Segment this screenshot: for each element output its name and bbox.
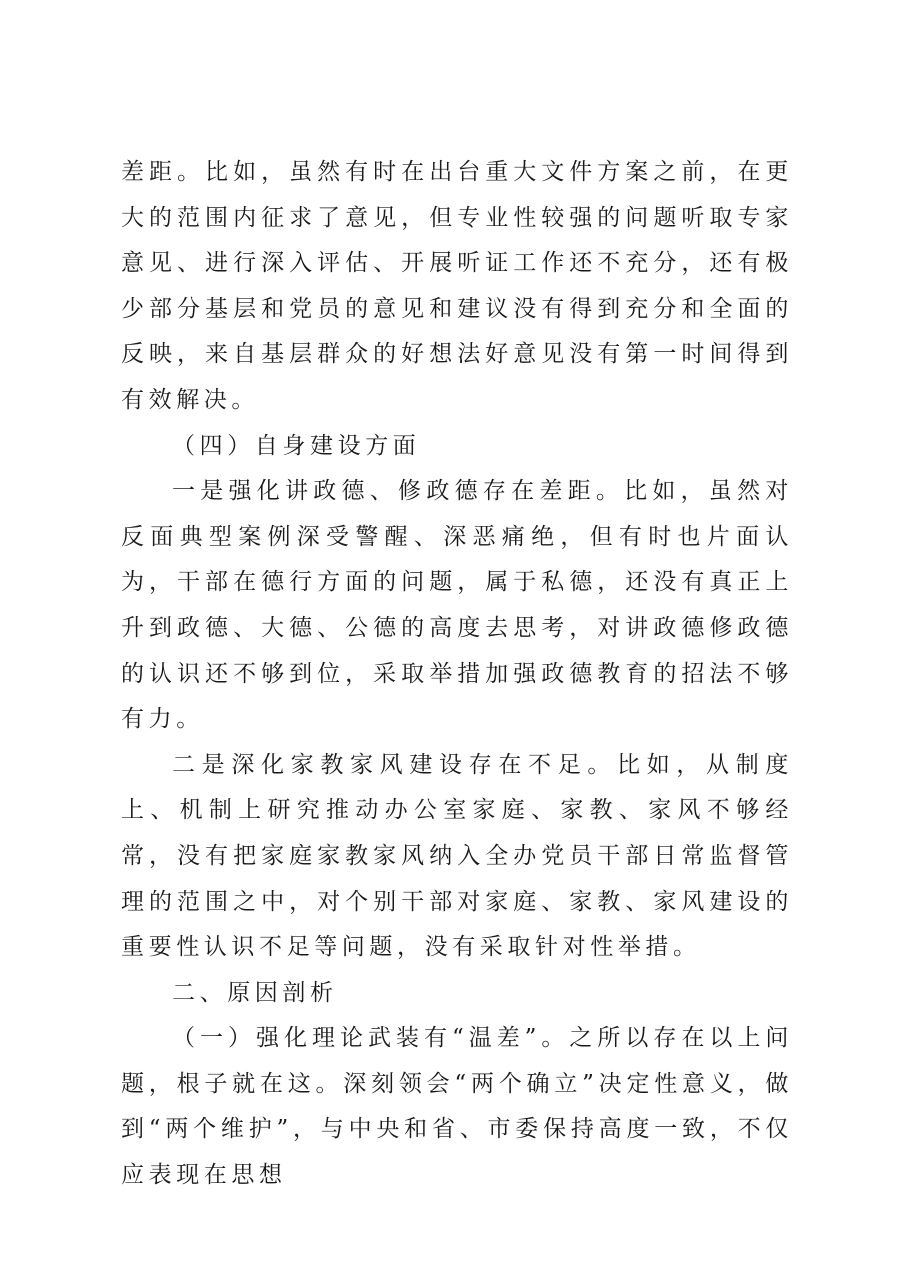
paragraph-family-tradition: 二是深化家教家风建设存在不足。比如，从制度上、机制上研究推动办公室家庭、家教、家风不够经常，没有把家庭家教家风纳入全办党员干部日常监督管理的范围之中，对个别干部对家庭、家教、家风建设的重要性认识不足等问题，没有采取针对性举措。: [121, 751, 793, 961]
paragraph-theory-armament: （一）强化理论武装有“温差”。之所以存在以上问题，根子就在这。深刻领会“两个确立”决定性意义，做到“两个维护”，与中央和省、市委保持高度一致，不仅应表现在思想: [121, 1025, 793, 1189]
paragraph-continued-gap: 差距。比如，虽然有时在出台重大文件方案之前，在更大的范围内征求了意见，但专业性较强的问题听取专家意见、进行深入评估、开展听证工作还不充分，还有极少部分基层和党员的意见和建议没有得到充分和全面的反映，来自基层群众的好想法好意见没有第一时间得到有效解决。: [121, 159, 793, 413]
section-heading-self-building: （四）自身建设方面: [172, 432, 421, 459]
paragraph-political-ethics: 一是强化讲政德、修政德存在差距。比如，虽然对反面典型案例深受警醒、深恶痛绝，但有时也片面认为，干部在德行方面的问题，属于私德，还没有真正上升到政德、大德、公德的高度去思考，对讲政德修政德的认识还不够到位，采取举措加强政德教育的招法不够有力。: [121, 478, 793, 733]
document-body: [121, 150, 793, 1199]
section-heading-cause-analysis: 二、原因剖析: [172, 979, 338, 1006]
